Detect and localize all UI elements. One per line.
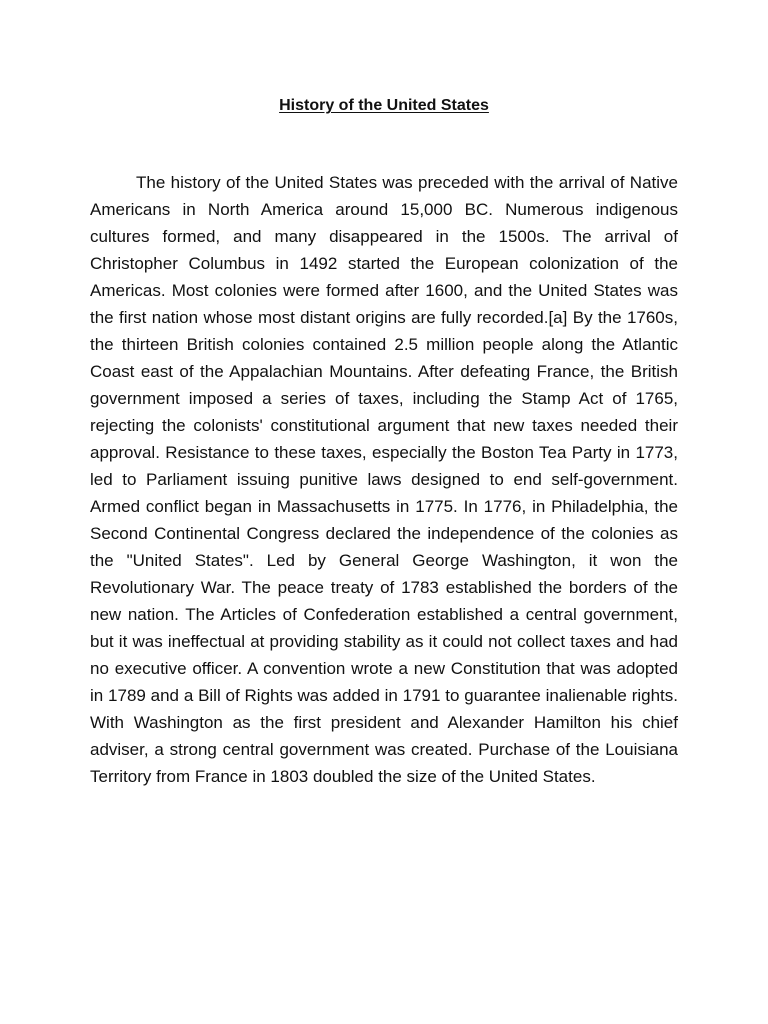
document-title: History of the United States	[279, 97, 489, 114]
body-paragraph: The history of the United States was preceded with the arrival of Native Americans in North America around 15,000 BC. Numerous indigenous cultures formed, and many disappeared in the 1500s. The arrival of Christopher Columbus in 1492 started the European colonization of the Americas. Most colonies were formed after 1600, and the United States was the first nation whose most distant origins are fully recorded.[a] By the 1760s, the thirteen British colonies contained 2.5 million people along the Atlantic Coast east of the Appalachian Mountains. After defeating France, the British government imposed a series of taxes, including the Stamp Act of 1765, rejecting the colonists' constitutional argument that new taxes needed their approval. Resistance to these taxes, especially the Boston Tea Party in 1773, led to Parliament issuing punitive laws designed to end self-government. Armed conflict began in Massachusetts in 1775. In 1776, in Philadelphia, the Second Continental Congress declared the independence of the colonies as the "United States". Led by General George Washington, it won the Revolutionary War. The peace treaty of 1783 established the borders of the new nation. The Articles of Confederation established a central government, but it was ineffectual at providing stability as it could not collect taxes and had no executive officer. A convention wrote a new Constitution that was adopted in 1789 and a Bill of Rights was added in 1791 to guarantee inalienable rights. With Washington as the first president and Alexander Hamilton his chief adviser, a strong central government was created. Purchase of the Louisiana Territory from France in 1803 doubled the size of the United States.	[90, 173, 678, 786]
